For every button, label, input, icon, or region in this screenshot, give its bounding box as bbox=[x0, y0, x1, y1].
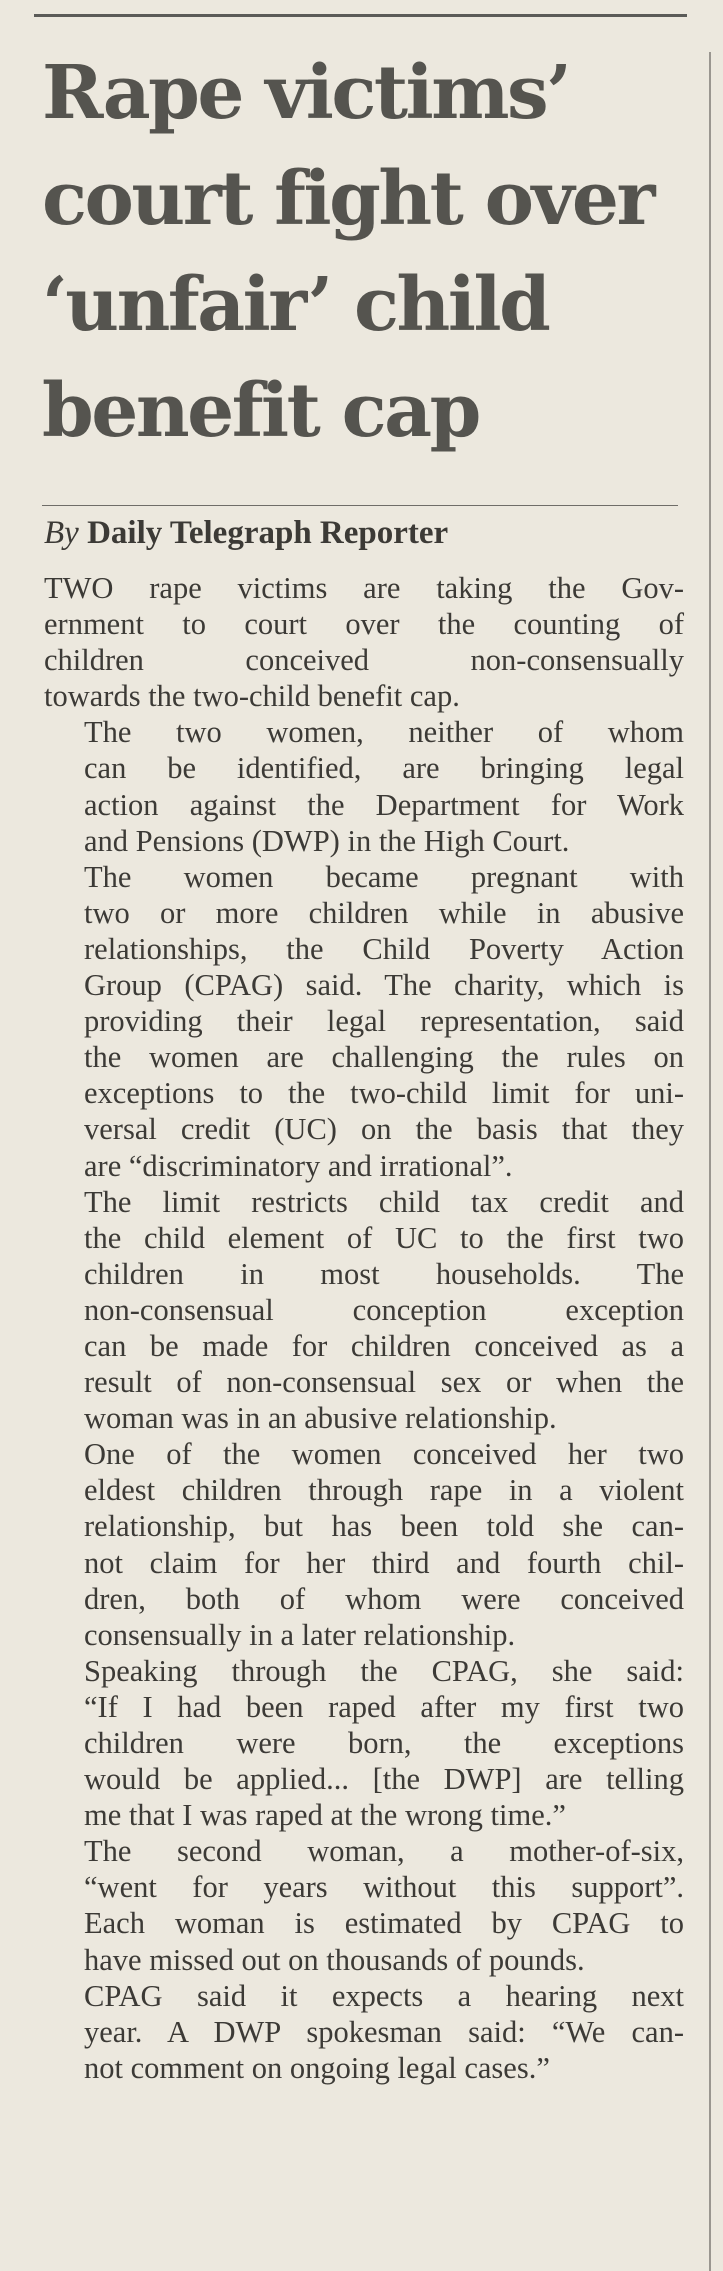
text-line: not claim for her third and fourth chil- bbox=[84, 1545, 684, 1580]
text-line: ernment to court over the counting of bbox=[44, 607, 684, 642]
text-line: relationships, the Child Poverty Action bbox=[84, 931, 684, 966]
text-line: year. A DWP spokesman said: “We can- bbox=[84, 2014, 684, 2049]
text-line: children conceived non-consensually bbox=[44, 643, 684, 678]
text-line: two or more children while in abusive bbox=[84, 895, 684, 930]
text-line: exceptions to the two-child limit for uni- bbox=[84, 1076, 684, 1111]
article-paragraph bbox=[44, 859, 684, 1184]
column-edge-rule bbox=[709, 52, 711, 2271]
article-paragraph bbox=[44, 1833, 684, 1977]
text-line: providing their legal representation, said bbox=[84, 1004, 684, 1039]
article-paragraph bbox=[44, 714, 684, 858]
text-line: The limit restricts child tax credit and bbox=[84, 1184, 684, 1219]
text-line: children in most households. The bbox=[84, 1256, 684, 1291]
text-line: result of non-consensual sex or when the bbox=[84, 1365, 684, 1400]
text-line: towards the two-child benefit cap. bbox=[44, 679, 460, 714]
text-line: The women became pregnant with bbox=[84, 859, 684, 894]
text-line: can be made for children conceived as a bbox=[84, 1328, 684, 1363]
text-line: consensually in a later relationship. bbox=[84, 1617, 516, 1652]
text-line: eldest children through rape in a violent bbox=[84, 1473, 684, 1508]
text-line: TWO rape victims are taking the Gov- bbox=[44, 571, 684, 605]
text-line: the women are challenging the rules on bbox=[84, 1040, 684, 1075]
text-line: “If I had been raped after my first two bbox=[84, 1689, 684, 1724]
text-line: The two women, neither of whom bbox=[84, 715, 684, 750]
headline-line: benefit cap bbox=[42, 368, 479, 454]
text-line: Group (CPAG) said. The charity, which is bbox=[84, 968, 684, 1003]
article-paragraph bbox=[44, 1184, 684, 1437]
byline bbox=[44, 508, 448, 558]
text-line: The second woman, a mother-of-six, bbox=[84, 1834, 684, 1869]
byline-rule bbox=[42, 505, 678, 506]
text-line: me that I was raped at the wrong time.” bbox=[84, 1798, 566, 1833]
text-line: children were born, the exceptions bbox=[84, 1726, 684, 1760]
text-line: Speaking through the CPAG, she said: bbox=[84, 1653, 684, 1688]
text-line: not comment on ongoing legal cases.” bbox=[84, 2050, 550, 2085]
text-line: CPAG said it expects a hearing next bbox=[84, 1978, 684, 2013]
text-line: dren, both of whom were conceived bbox=[84, 1581, 684, 1616]
text-line: One of the women conceived her two bbox=[84, 1437, 684, 1472]
text-line: can be identified, are bringing legal bbox=[84, 751, 684, 786]
article-paragraph bbox=[44, 1436, 684, 1653]
byline-prefix: By bbox=[44, 515, 79, 551]
text-line: the child element of UC to the first two bbox=[84, 1220, 684, 1255]
byline-name: Daily Telegraph Reporter bbox=[87, 515, 449, 551]
headline-line: ‘unfair’ child bbox=[42, 262, 549, 348]
text-line: “went for years without this support”. bbox=[84, 1870, 684, 1905]
text-line: and Pensions (DWP) in the High Court. bbox=[84, 823, 570, 858]
article-paragraph bbox=[44, 1653, 684, 1833]
text-line: are “discriminatory and irrational”. bbox=[84, 1148, 513, 1183]
text-line: action against the Department for Work bbox=[84, 787, 684, 822]
article-paragraph bbox=[44, 1978, 684, 2086]
text-line: Each woman is estimated by CPAG to bbox=[84, 1906, 684, 1941]
text-line: versal credit (UC) on the basis that they bbox=[84, 1112, 684, 1147]
text-line: relationship, but has been told she can- bbox=[84, 1509, 684, 1544]
article-paragraph bbox=[44, 570, 684, 714]
text-line: have missed out on thousands of pounds. bbox=[84, 1942, 585, 1977]
text-line: non-consensual conception exception bbox=[84, 1292, 684, 1327]
headline-line: court fight over bbox=[42, 156, 654, 242]
text-line: woman was in an abusive relationship. bbox=[84, 1401, 557, 1436]
headline-line: Rape victims’ bbox=[42, 50, 570, 136]
headline bbox=[42, 40, 702, 464]
text-line: would be applied... [the DWP] are telling bbox=[84, 1762, 684, 1797]
top-rule bbox=[34, 14, 687, 17]
article-body bbox=[44, 570, 684, 2086]
